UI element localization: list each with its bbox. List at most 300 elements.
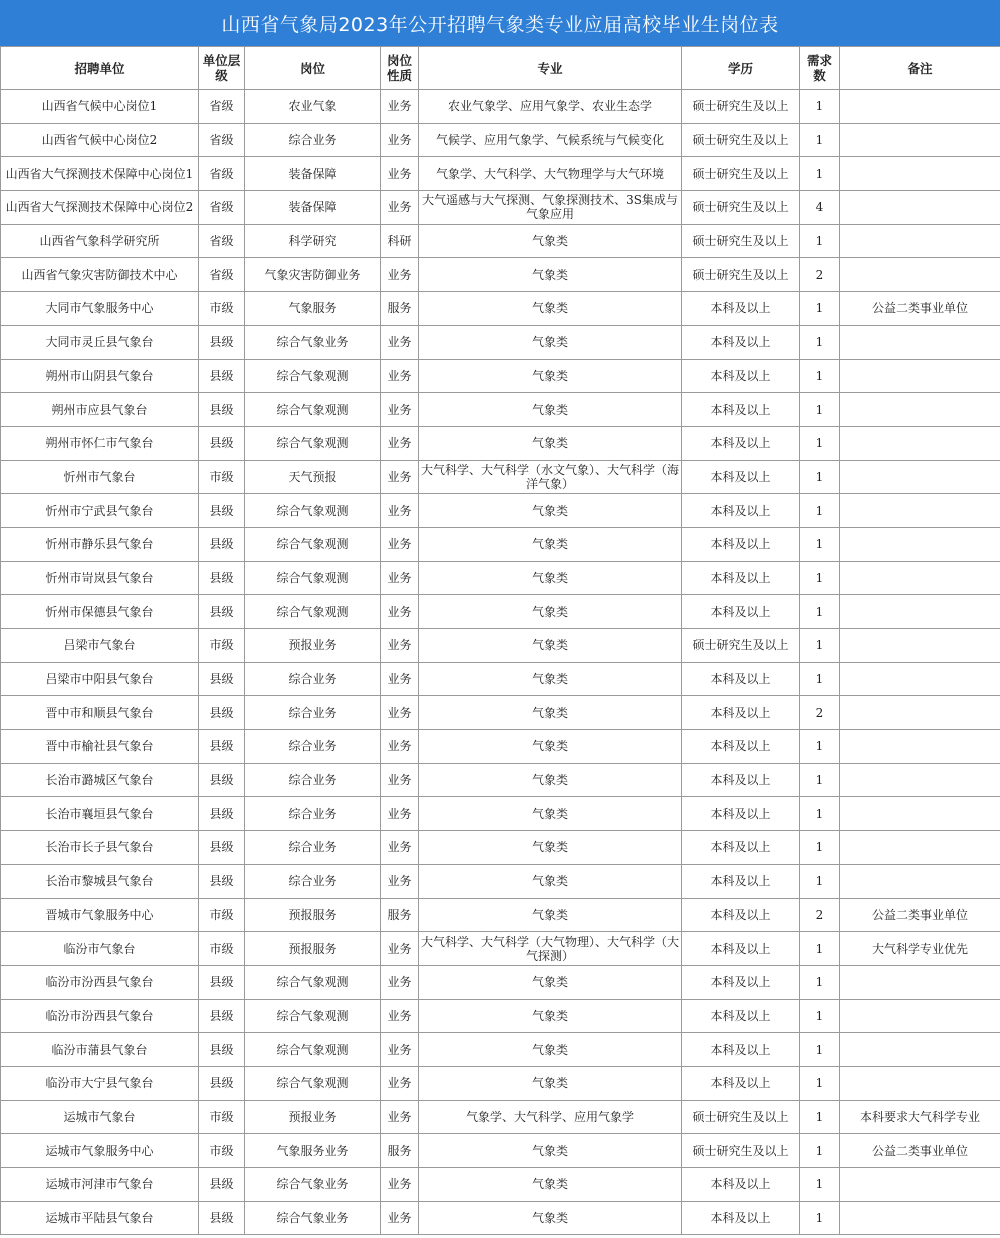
cell-nature: 服务	[381, 1134, 419, 1168]
cell-position: 天气预报	[245, 460, 381, 494]
cell-count: 1	[800, 864, 840, 898]
cell-position: 综合气象观测	[245, 527, 381, 561]
cell-education: 硕士研究生及以上	[682, 1100, 800, 1134]
cell-unit: 临汾市汾西县气象台	[1, 965, 199, 999]
cell-nature: 业务	[381, 1168, 419, 1202]
cell-nature: 业务	[381, 696, 419, 730]
table-row	[1, 1066, 1000, 1100]
cell-level: 省级	[199, 258, 245, 292]
cell-education: 本科及以上	[682, 1168, 800, 1202]
cell-nature: 业务	[381, 965, 419, 999]
cell-major: 气候学、应用气象学、气候系统与气候变化	[419, 123, 682, 157]
table-row	[1, 1168, 1000, 1202]
cell-level: 省级	[199, 123, 245, 157]
header-unit: 招聘单位	[1, 47, 199, 90]
cell-nature: 业务	[381, 90, 419, 124]
cell-count: 2	[800, 898, 840, 932]
cell-remarks	[840, 629, 1000, 663]
cell-remarks	[840, 123, 1000, 157]
header-remarks: 备注	[840, 47, 1000, 90]
cell-nature: 业务	[381, 426, 419, 460]
cell-major: 大气遥感与大气探测、气象探测技术、3S集成与气象应用	[419, 191, 682, 225]
cell-level: 县级	[199, 730, 245, 764]
cell-education: 本科及以上	[682, 292, 800, 326]
cell-count: 1	[800, 359, 840, 393]
cell-unit: 忻州市岢岚县气象台	[1, 561, 199, 595]
cell-position: 综合气象观测	[245, 1033, 381, 1067]
cell-education: 硕士研究生及以上	[682, 258, 800, 292]
cell-remarks	[840, 224, 1000, 258]
table-row	[1, 1033, 1000, 1067]
cell-major: 气象类	[419, 292, 682, 326]
cell-education: 本科及以上	[682, 561, 800, 595]
table-row	[1, 797, 1000, 831]
cell-level: 县级	[199, 1168, 245, 1202]
cell-position: 预报业务	[245, 1100, 381, 1134]
cell-major: 气象类	[419, 1134, 682, 1168]
cell-major: 气象类	[419, 527, 682, 561]
cell-level: 县级	[199, 1066, 245, 1100]
cell-nature: 业务	[381, 1201, 419, 1235]
cell-position: 气象服务业务	[245, 1134, 381, 1168]
cell-count: 1	[800, 494, 840, 528]
cell-major: 大气科学、大气科学（大气物理）、大气科学（大气探测）	[419, 932, 682, 966]
cell-count: 1	[800, 90, 840, 124]
cell-remarks: 本科要求大气科学专业	[840, 1100, 1000, 1134]
cell-education: 硕士研究生及以上	[682, 629, 800, 663]
cell-major: 气象类	[419, 629, 682, 663]
cell-major: 气象类	[419, 831, 682, 865]
cell-position: 综合气象观测	[245, 359, 381, 393]
cell-position: 预报服务	[245, 932, 381, 966]
cell-nature: 业务	[381, 561, 419, 595]
cell-nature: 业务	[381, 325, 419, 359]
cell-nature: 业务	[381, 359, 419, 393]
cell-level: 县级	[199, 763, 245, 797]
cell-level: 市级	[199, 1134, 245, 1168]
cell-education: 硕士研究生及以上	[682, 123, 800, 157]
cell-remarks	[840, 258, 1000, 292]
cell-count: 1	[800, 831, 840, 865]
page-title: 山西省气象局2023年公开招聘气象类专业应届高校毕业生岗位表	[0, 0, 1000, 46]
positions-table	[0, 46, 1000, 1235]
cell-position: 综合气象观测	[245, 561, 381, 595]
cell-remarks	[840, 864, 1000, 898]
table-row	[1, 426, 1000, 460]
cell-remarks: 大气科学专业优先	[840, 932, 1000, 966]
table-row	[1, 90, 1000, 124]
cell-unit: 山西省大气探测技术保障中心岗位2	[1, 191, 199, 225]
cell-level: 县级	[199, 595, 245, 629]
cell-level: 市级	[199, 1100, 245, 1134]
cell-remarks	[840, 1168, 1000, 1202]
cell-level: 县级	[199, 999, 245, 1033]
cell-nature: 业务	[381, 191, 419, 225]
cell-major: 气象类	[419, 763, 682, 797]
cell-major: 气象类	[419, 797, 682, 831]
cell-count: 1	[800, 224, 840, 258]
header-nature: 岗位性质	[381, 47, 419, 90]
cell-remarks	[840, 696, 1000, 730]
cell-nature: 业务	[381, 123, 419, 157]
cell-education: 本科及以上	[682, 999, 800, 1033]
cell-major: 气象类	[419, 1033, 682, 1067]
cell-remarks	[840, 763, 1000, 797]
table-row	[1, 898, 1000, 932]
cell-count: 1	[800, 730, 840, 764]
table-row	[1, 1201, 1000, 1235]
cell-remarks	[840, 831, 1000, 865]
cell-level: 县级	[199, 561, 245, 595]
cell-major: 气象类	[419, 325, 682, 359]
cell-education: 硕士研究生及以上	[682, 90, 800, 124]
table-row	[1, 258, 1000, 292]
cell-unit: 山西省气象灾害防御技术中心	[1, 258, 199, 292]
table-row	[1, 561, 1000, 595]
cell-remarks	[840, 157, 1000, 191]
cell-education: 本科及以上	[682, 730, 800, 764]
cell-position: 农业气象	[245, 90, 381, 124]
table-row	[1, 123, 1000, 157]
cell-position: 综合气象业务	[245, 325, 381, 359]
cell-education: 硕士研究生及以上	[682, 191, 800, 225]
cell-count: 1	[800, 123, 840, 157]
cell-major: 大气科学、大气科学（水文气象）、大气科学（海洋气象）	[419, 460, 682, 494]
cell-unit: 晋中市榆社县气象台	[1, 730, 199, 764]
cell-level: 县级	[199, 965, 245, 999]
cell-nature: 业务	[381, 1100, 419, 1134]
cell-count: 4	[800, 191, 840, 225]
cell-unit: 大同市灵丘县气象台	[1, 325, 199, 359]
table-row	[1, 157, 1000, 191]
cell-level: 市级	[199, 460, 245, 494]
cell-education: 本科及以上	[682, 393, 800, 427]
cell-major: 农业气象学、应用气象学、农业生态学	[419, 90, 682, 124]
header-major: 专业	[419, 47, 682, 90]
cell-unit: 山西省气象科学研究所	[1, 224, 199, 258]
cell-level: 省级	[199, 157, 245, 191]
cell-unit: 吕梁市气象台	[1, 629, 199, 663]
cell-remarks: 公益二类事业单位	[840, 898, 1000, 932]
cell-count: 1	[800, 763, 840, 797]
cell-nature: 业务	[381, 1066, 419, 1100]
cell-position: 综合气象业务	[245, 1168, 381, 1202]
cell-count: 1	[800, 561, 840, 595]
table-row	[1, 730, 1000, 764]
cell-count: 1	[800, 292, 840, 326]
cell-level: 省级	[199, 224, 245, 258]
cell-major: 气象类	[419, 393, 682, 427]
table-row	[1, 1134, 1000, 1168]
cell-remarks	[840, 527, 1000, 561]
cell-major: 气象类	[419, 696, 682, 730]
cell-major: 气象类	[419, 1168, 682, 1202]
cell-position: 装备保障	[245, 157, 381, 191]
cell-level: 市级	[199, 932, 245, 966]
cell-unit: 长治市襄垣县气象台	[1, 797, 199, 831]
cell-count: 1	[800, 999, 840, 1033]
cell-major: 气象类	[419, 595, 682, 629]
cell-nature: 业务	[381, 527, 419, 561]
header-level: 单位层级	[199, 47, 245, 90]
cell-education: 本科及以上	[682, 460, 800, 494]
cell-unit: 晋城市气象服务中心	[1, 898, 199, 932]
cell-education: 本科及以上	[682, 1066, 800, 1100]
cell-position: 综合气象业务	[245, 1201, 381, 1235]
cell-education: 本科及以上	[682, 797, 800, 831]
cell-nature: 业务	[381, 1033, 419, 1067]
cell-education: 本科及以上	[682, 763, 800, 797]
cell-remarks	[840, 1033, 1000, 1067]
cell-position: 综合业务	[245, 696, 381, 730]
table-row	[1, 864, 1000, 898]
cell-count: 1	[800, 1100, 840, 1134]
cell-education: 本科及以上	[682, 864, 800, 898]
table-row	[1, 191, 1000, 225]
cell-education: 硕士研究生及以上	[682, 224, 800, 258]
cell-unit: 运城市平陆县气象台	[1, 1201, 199, 1235]
cell-level: 县级	[199, 1033, 245, 1067]
cell-position: 综合业务	[245, 797, 381, 831]
cell-position: 综合业务	[245, 864, 381, 898]
cell-education: 硕士研究生及以上	[682, 157, 800, 191]
cell-major: 气象类	[419, 561, 682, 595]
cell-count: 1	[800, 965, 840, 999]
table-row	[1, 831, 1000, 865]
cell-unit: 吕梁市中阳县气象台	[1, 662, 199, 696]
cell-nature: 业务	[381, 999, 419, 1033]
cell-major: 气象类	[419, 864, 682, 898]
table-row	[1, 325, 1000, 359]
cell-count: 1	[800, 460, 840, 494]
cell-count: 1	[800, 1168, 840, 1202]
cell-unit: 大同市气象服务中心	[1, 292, 199, 326]
cell-nature: 业务	[381, 460, 419, 494]
cell-unit: 山西省气候中心岗位1	[1, 90, 199, 124]
cell-remarks	[840, 426, 1000, 460]
cell-level: 县级	[199, 696, 245, 730]
table-row	[1, 662, 1000, 696]
cell-education: 本科及以上	[682, 1033, 800, 1067]
cell-remarks	[840, 460, 1000, 494]
cell-level: 县级	[199, 527, 245, 561]
cell-position: 综合气象观测	[245, 426, 381, 460]
cell-remarks	[840, 1201, 1000, 1235]
cell-major: 气象类	[419, 898, 682, 932]
cell-nature: 服务	[381, 292, 419, 326]
cell-level: 县级	[199, 864, 245, 898]
cell-count: 1	[800, 1134, 840, 1168]
cell-remarks	[840, 999, 1000, 1033]
cell-major: 气象类	[419, 1066, 682, 1100]
table-row	[1, 224, 1000, 258]
cell-nature: 业务	[381, 157, 419, 191]
cell-level: 市级	[199, 629, 245, 663]
cell-major: 气象类	[419, 494, 682, 528]
cell-nature: 业务	[381, 932, 419, 966]
table-row	[1, 595, 1000, 629]
cell-position: 气象服务	[245, 292, 381, 326]
cell-major: 气象类	[419, 662, 682, 696]
cell-count: 2	[800, 696, 840, 730]
cell-nature: 业务	[381, 595, 419, 629]
cell-remarks	[840, 797, 1000, 831]
cell-unit: 运城市河津市气象台	[1, 1168, 199, 1202]
cell-position: 综合气象观测	[245, 1066, 381, 1100]
cell-remarks	[840, 393, 1000, 427]
cell-education: 本科及以上	[682, 595, 800, 629]
cell-unit: 运城市气象服务中心	[1, 1134, 199, 1168]
cell-position: 气象灾害防御业务	[245, 258, 381, 292]
table-row	[1, 932, 1000, 966]
cell-unit: 晋中市和顺县气象台	[1, 696, 199, 730]
cell-major: 气象类	[419, 999, 682, 1033]
cell-count: 1	[800, 1066, 840, 1100]
cell-position: 预报业务	[245, 629, 381, 663]
cell-education: 本科及以上	[682, 898, 800, 932]
cell-unit: 忻州市静乐县气象台	[1, 527, 199, 561]
cell-count: 2	[800, 258, 840, 292]
cell-level: 省级	[199, 90, 245, 124]
cell-nature: 业务	[381, 797, 419, 831]
cell-unit: 长治市潞城区气象台	[1, 763, 199, 797]
cell-level: 县级	[199, 662, 245, 696]
cell-nature: 科研	[381, 224, 419, 258]
cell-position: 科学研究	[245, 224, 381, 258]
cell-count: 1	[800, 629, 840, 663]
cell-unit: 临汾市汾西县气象台	[1, 999, 199, 1033]
cell-nature: 服务	[381, 898, 419, 932]
cell-count: 1	[800, 932, 840, 966]
table-row	[1, 359, 1000, 393]
cell-education: 本科及以上	[682, 965, 800, 999]
cell-remarks	[840, 1066, 1000, 1100]
cell-level: 县级	[199, 494, 245, 528]
cell-nature: 业务	[381, 629, 419, 663]
cell-position: 综合业务	[245, 763, 381, 797]
cell-remarks	[840, 595, 1000, 629]
cell-position: 综合气象观测	[245, 393, 381, 427]
cell-remarks	[840, 359, 1000, 393]
cell-level: 县级	[199, 325, 245, 359]
cell-position: 综合业务	[245, 662, 381, 696]
cell-remarks	[840, 561, 1000, 595]
cell-major: 气象类	[419, 426, 682, 460]
cell-nature: 业务	[381, 763, 419, 797]
cell-position: 综合气象观测	[245, 999, 381, 1033]
cell-count: 1	[800, 527, 840, 561]
cell-unit: 朔州市山阴县气象台	[1, 359, 199, 393]
cell-unit: 朔州市应县气象台	[1, 393, 199, 427]
cell-remarks	[840, 494, 1000, 528]
cell-unit: 忻州市宁武县气象台	[1, 494, 199, 528]
cell-nature: 业务	[381, 662, 419, 696]
table-row	[1, 460, 1000, 494]
cell-education: 本科及以上	[682, 696, 800, 730]
cell-major: 气象类	[419, 224, 682, 258]
cell-nature: 业务	[381, 831, 419, 865]
cell-level: 市级	[199, 292, 245, 326]
cell-count: 1	[800, 662, 840, 696]
cell-count: 1	[800, 797, 840, 831]
cell-remarks: 公益二类事业单位	[840, 1134, 1000, 1168]
cell-education: 本科及以上	[682, 359, 800, 393]
cell-count: 1	[800, 1201, 840, 1235]
cell-major: 气象类	[419, 359, 682, 393]
cell-nature: 业务	[381, 393, 419, 427]
cell-count: 1	[800, 1033, 840, 1067]
cell-unit: 运城市气象台	[1, 1100, 199, 1134]
cell-position: 综合业务	[245, 123, 381, 157]
cell-unit: 临汾市蒲县气象台	[1, 1033, 199, 1067]
cell-position: 综合业务	[245, 730, 381, 764]
cell-remarks	[840, 325, 1000, 359]
cell-nature: 业务	[381, 494, 419, 528]
cell-major: 气象学、大气科学、应用气象学	[419, 1100, 682, 1134]
cell-unit: 朔州市怀仁市气象台	[1, 426, 199, 460]
cell-major: 气象类	[419, 965, 682, 999]
cell-nature: 业务	[381, 258, 419, 292]
cell-level: 县级	[199, 426, 245, 460]
cell-unit: 长治市长子县气象台	[1, 831, 199, 865]
cell-count: 1	[800, 325, 840, 359]
cell-position: 预报服务	[245, 898, 381, 932]
cell-level: 县级	[199, 797, 245, 831]
table-row	[1, 527, 1000, 561]
cell-position: 综合气象观测	[245, 595, 381, 629]
table-row	[1, 629, 1000, 663]
header-count: 需求数	[800, 47, 840, 90]
table-row	[1, 494, 1000, 528]
cell-count: 1	[800, 393, 840, 427]
cell-unit: 山西省气候中心岗位2	[1, 123, 199, 157]
cell-remarks	[840, 90, 1000, 124]
cell-education: 本科及以上	[682, 932, 800, 966]
cell-level: 县级	[199, 393, 245, 427]
header-position: 岗位	[245, 47, 381, 90]
cell-level: 县级	[199, 1201, 245, 1235]
cell-major: 气象学、大气科学、大气物理学与大气环境	[419, 157, 682, 191]
cell-level: 县级	[199, 359, 245, 393]
cell-education: 本科及以上	[682, 1201, 800, 1235]
cell-position: 综合气象观测	[245, 494, 381, 528]
cell-unit: 临汾市大宁县气象台	[1, 1066, 199, 1100]
cell-nature: 业务	[381, 730, 419, 764]
cell-level: 省级	[199, 191, 245, 225]
cell-position: 综合业务	[245, 831, 381, 865]
table-row	[1, 393, 1000, 427]
cell-education: 本科及以上	[682, 831, 800, 865]
cell-major: 气象类	[419, 730, 682, 764]
cell-major: 气象类	[419, 1201, 682, 1235]
cell-level: 市级	[199, 898, 245, 932]
cell-education: 本科及以上	[682, 527, 800, 561]
table-row	[1, 292, 1000, 326]
table-row	[1, 1100, 1000, 1134]
cell-remarks	[840, 191, 1000, 225]
cell-position: 装备保障	[245, 191, 381, 225]
cell-level: 县级	[199, 831, 245, 865]
cell-education: 本科及以上	[682, 494, 800, 528]
cell-unit: 忻州市气象台	[1, 460, 199, 494]
header-education: 学历	[682, 47, 800, 90]
cell-unit: 忻州市保德县气象台	[1, 595, 199, 629]
table-row	[1, 965, 1000, 999]
cell-remarks	[840, 662, 1000, 696]
cell-education: 本科及以上	[682, 426, 800, 460]
table-row	[1, 696, 1000, 730]
table-row	[1, 763, 1000, 797]
